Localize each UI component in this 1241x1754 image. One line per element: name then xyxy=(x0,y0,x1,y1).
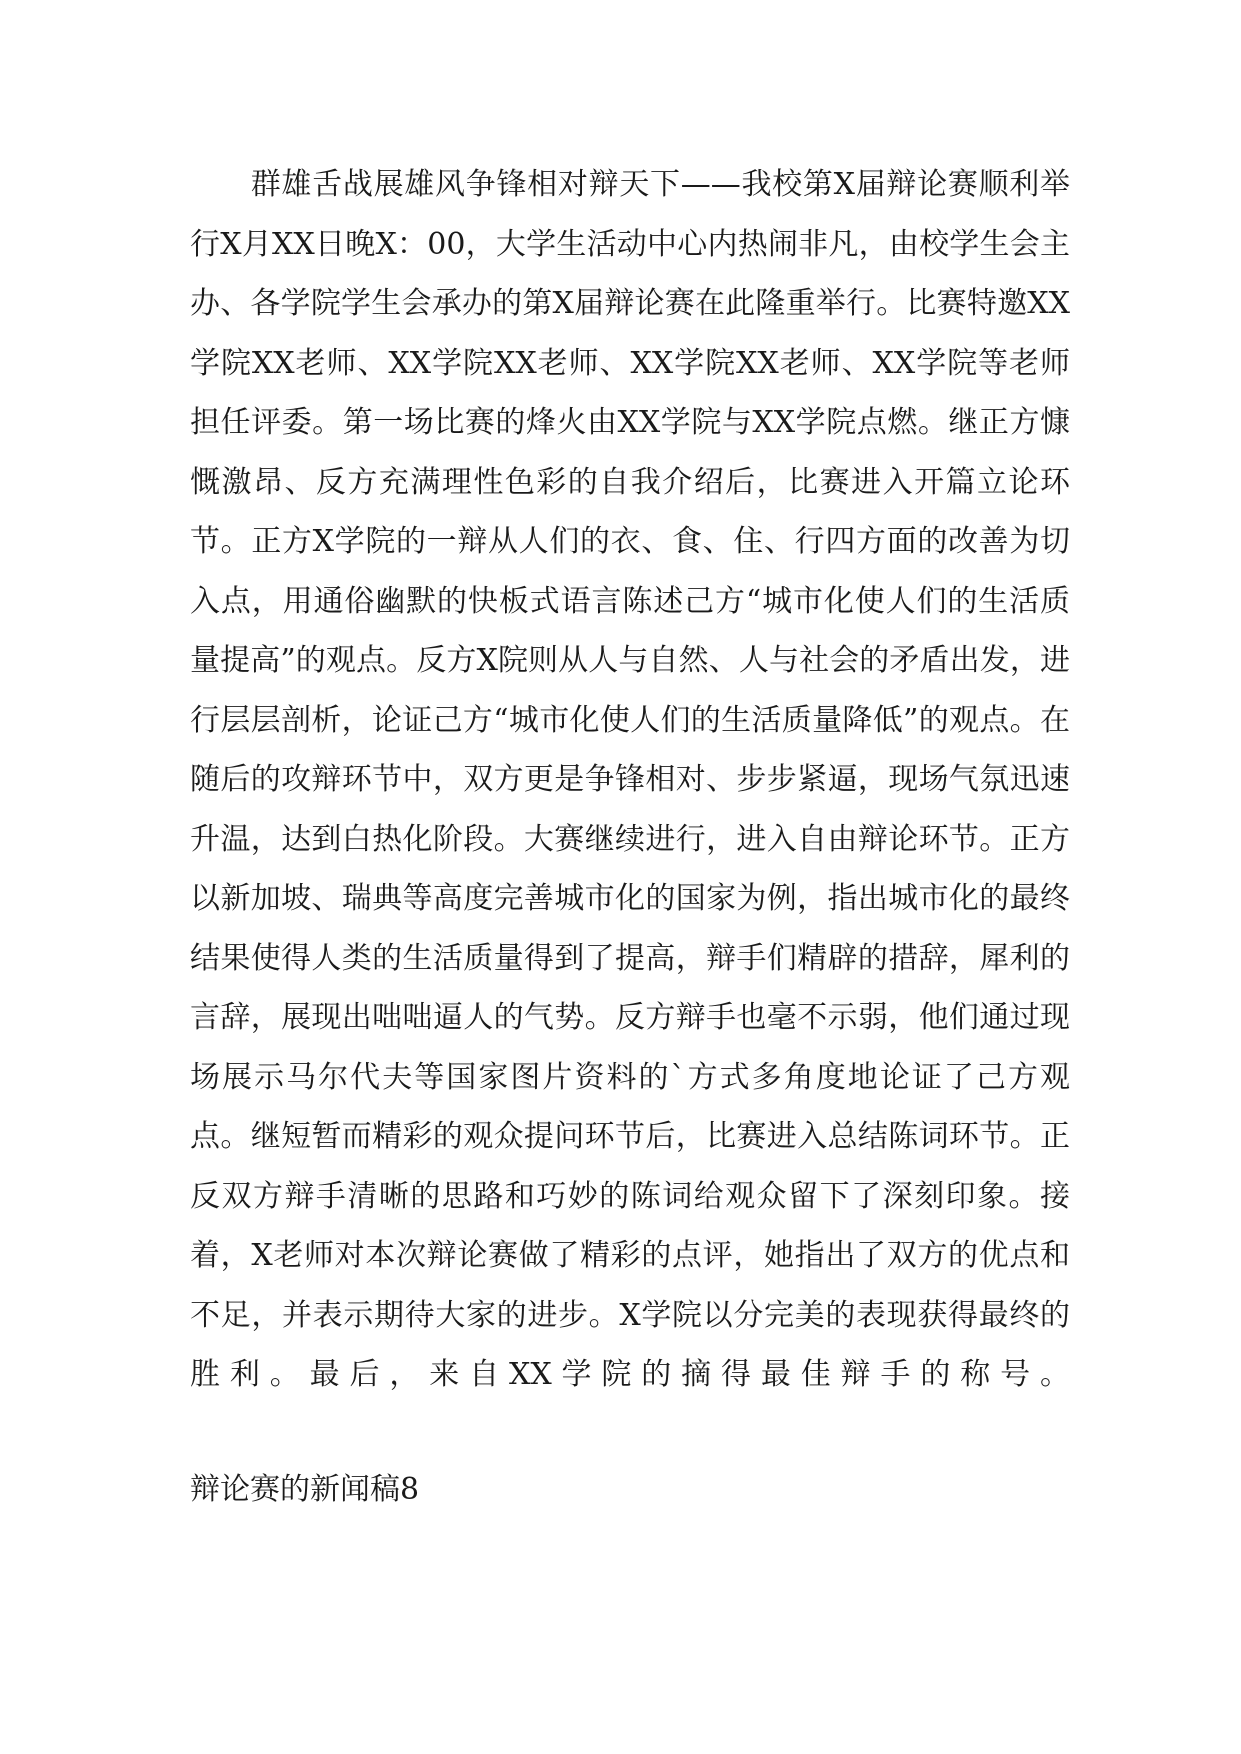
article-footer-title: 辩论赛的新闻稿8 xyxy=(190,1472,420,1507)
article-body xyxy=(190,155,1070,1405)
article-text: 群雄舌战展雄风争锋相对辩天下——我校第X届辩论赛顺利举行X月XX日晚X：00，大学生活动中心内热闹非凡，由校学生会主办、各学院学生会承办的第X届辩论赛在此隆重举行。比赛特邀XX学院XX老师、XX学院XX老师、XX学院XX老师、XX学院等老师担任评委。第一场比赛的烽火由XX学院与XX学院点燃。继正方慷慨激昂、反方充满理性色彩的自我介绍后，比赛进入开篇立论环节。正方X学院的一辩从人们的衣、食、住、行四方面的改善为切入点，用通俗幽默的快板式语言陈述己方“城市化使人们的生活质量提高”的观点。反方X院则从人与自然、人与社会的矛盾出发，进行层层剖析，论证己方“城市化使人们的生活质量降低”的观点。在随后的攻辩环节中，双方更是争锋相对、步步紧逼，现场气氛迅速升温，达到白热化阶段。大赛继续进行，进入自由辩论环节。正方以新加坡、瑞典等高度完善城市化的国家为例，指出城市化的最终结果使得人类的生活质量得到了提高，辩手们精辟的措辞，犀利的言辞，展现出咄咄逼人的气势。反方辩手也毫不示弱，他们通过现场展示马尔代夫等国家图片资料的`方式多角度地论证了己方观点。继短暂而精彩的观众提问环节后，比赛进入总结陈词环节。正反双方辩手清晰的思路和巧妙的陈词给观众留下了深刻印象。接着，X老师对本次辩论赛做了精彩的点评，她指出了双方的优点和不足，并表示期待大家的进步。X学院以分完美的表现获得最终的胜利。最后，来自XX学院的摘得最佳辩手的称号。 xyxy=(190,167,1070,1392)
